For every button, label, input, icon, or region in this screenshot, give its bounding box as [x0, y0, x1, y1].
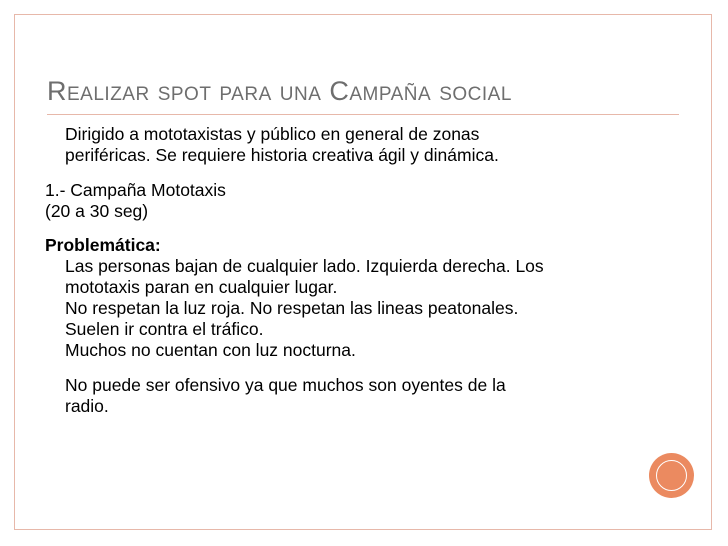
campaign-title: 1.- Campaña Mototaxis: [45, 180, 226, 200]
slide-title: Realizar spot para una Campaña social: [47, 76, 512, 106]
intro-line-1: Dirigido a mototaxistas y público en general de zonas: [65, 124, 480, 144]
campaign-duration: (20 a 30 seg): [45, 201, 149, 221]
slide-body: [45, 124, 635, 417]
problem-1-line-2: mototaxis paran en cualquier lugar.: [65, 277, 338, 297]
problem-1-line-1: Las personas bajan de cualquier lado. Izquierda derecha. Los: [65, 256, 544, 276]
problem-2-line-2: Suelen ir contra el tráfico.: [65, 319, 264, 339]
problem-heading: Problemática:: [45, 235, 161, 255]
decorative-circle-ring: [656, 460, 687, 491]
problem-2-line-1: No respetan la luz roja. No respetan las lineas peatonales.: [65, 298, 519, 318]
note-line-1: No puede ser ofensivo ya que muchos son oyentes de la: [65, 375, 506, 395]
title-divider: [47, 114, 679, 115]
note-line-2: radio.: [65, 396, 109, 416]
problem-3: Muchos no cuentan con luz nocturna.: [65, 340, 356, 360]
intro-line-2: periféricas. Se requiere historia creativa ágil y dinámica.: [65, 145, 499, 165]
